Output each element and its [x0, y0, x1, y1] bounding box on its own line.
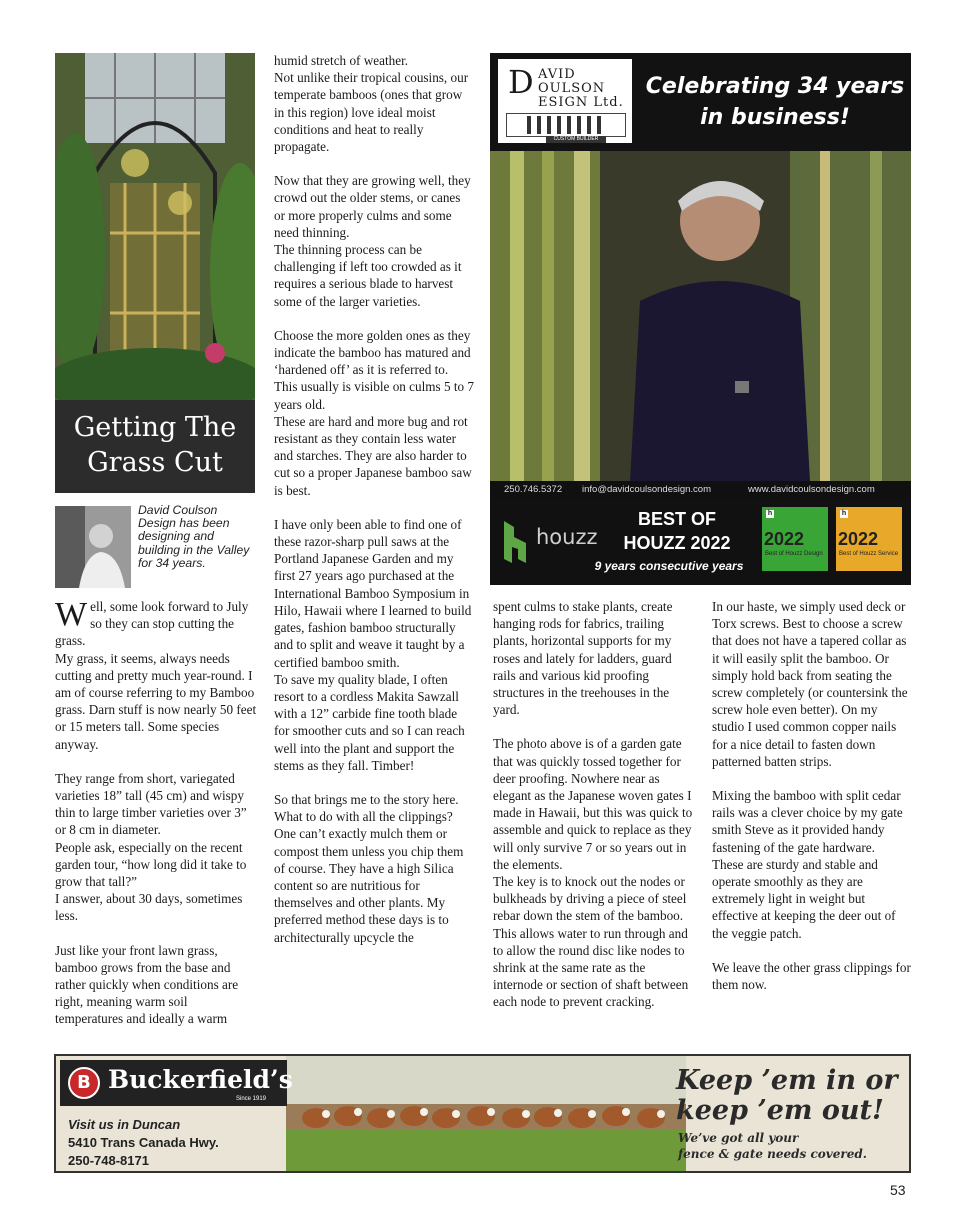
paragraph: Choose the more golden ones as they indicate the bamboo has matured and ‘hardened off’ as it is referred to. — [274, 327, 471, 378]
paragraph: Now that they are growing well, they crowd out the older stems, or canes or more properly culms and some need thinning. — [274, 173, 471, 240]
paragraph: These are hard and more bug and rot resistant as they contain less water and starches. They are also harder to cut so a proper Japanese bamboo saw is best. — [274, 413, 472, 498]
contact-bar — [490, 481, 911, 499]
paragraph: So that brings me to the story here. What to do with all the clippings? — [274, 791, 459, 825]
ad-header — [490, 53, 911, 151]
article-column-2 — [274, 52, 474, 963]
paragraph: To save my quality blade, I often resort to a cordless Makita Sawzall with a 12” carbide fine tooth blade for smoother cuts and so I can reach well into the plant and support the stems as they fall. Timber! — [274, 671, 465, 773]
paragraph: These are sturdy and stable and operate smoothly as they are extremely light in weight but effective at keeping the deer out of the veggie patch. — [712, 856, 896, 941]
paragraph: The photo above is of a garden gate that was quickly tossed together for deer proofing. Nowhere near as elegant as the Japanese woven gates I made in Hawaii, but this was quick to assemble and quick to replace as they will only survive 7 or so years out in the elements. — [493, 736, 693, 872]
paragraph: I have only been able to find one of these razor-sharp pull saws at the Portland Japanese Garden and my first 27 years ago purchased at the International Bamboo Symposium in Hilo, Hawaii where I learned to build gates, fashion bamboo structurally and to split and weave it taught by a certified bamboo smith. — [274, 516, 472, 670]
houzz-award-bar — [490, 499, 911, 585]
houzz-service-badge: h 2022 Best of Houzz Service — [836, 507, 902, 571]
paragraph: One can’t exactly mulch them or compost them unless you chip them of course. They have a high Silica content so are nutritious for themselves and other plants. My preferred method these days is to architecturally upcycle the — [274, 826, 464, 945]
paragraph: Mixing the bamboo with split cedar rails was a clever choice by my gate smith Steve as it provided handy fastening of the gate hardware. — [712, 788, 903, 855]
page-number: 53 — [890, 1182, 906, 1198]
paragraph: I answer, about 30 days, sometimes less. — [55, 891, 243, 924]
buckerfields-logo: B Buckerfield’s Since 1919 — [60, 1060, 287, 1106]
paragraph: The key is to knock out the nodes or bulkheads by driving a piece of steel rebar down the stem of the bamboo. This allows water to run through and to allow the round disc like nodes to shrink at the same rate as the internode or section of shaft between each node to prevent cracking. — [493, 874, 689, 1010]
paragraph: People ask, especially on the recent garden tour, “how long did it take to grow that tall?” — [55, 839, 247, 890]
author-caption: David Coulson Design has been designing and building in the Valley for 34 years. — [138, 503, 250, 570]
builder-portrait-photo — [490, 151, 911, 481]
paragraph: Not unlike their tropical cousins, our temperate bamboos (ones that grow in this region) love ideal moist conditions and heat to really propagate. — [274, 70, 469, 155]
title-line-2: Grass Cut — [87, 447, 223, 478]
ad-email: info@davidcoulsondesign.com — [582, 484, 711, 495]
article-title — [55, 400, 255, 493]
garden-gate-photo — [55, 53, 255, 403]
david-coulson-design-ad — [490, 53, 911, 585]
logo-graphic — [506, 113, 626, 137]
paragraph: The thinning process can be challenging if left too crowded as it requires a serious blade to harvest some of the larger varieties. — [274, 242, 462, 309]
buckerfields-ad — [54, 1054, 911, 1173]
drop-cap: W — [55, 596, 88, 633]
ad-slogan: Keep ’em in or keep ’em out! — [676, 1065, 898, 1126]
ad-phone: 250.746.5372 — [504, 484, 563, 495]
paragraph: We leave the other grass clippings for them now. — [712, 959, 911, 993]
article-column-3 — [493, 598, 695, 1028]
paragraph: humid stretch of weather. — [274, 53, 409, 68]
article-column-4 — [712, 598, 912, 1010]
buckerfields-b-icon: B — [68, 1067, 100, 1099]
article-column-1 — [55, 598, 257, 1045]
consecutive-years: 9 years consecutive years — [594, 559, 744, 573]
paragraph: My grass, it seems, always needs cutting and pretty much year-round. I am of course referring to my Bamboo grass. Darn stuff is now nearly 50 feet or 15 meters tall. Some species anyway. — [55, 650, 257, 752]
paragraph: They range from short, variegated varieties 18” tall (45 cm) and wispy thin to large timber varieties over 3” or 8 cm in diameter. — [55, 770, 247, 838]
company-logo: D AVID OULSON ESIGN Ltd. CUSTOM BUILDER — [498, 59, 632, 143]
author-photo — [55, 506, 131, 588]
paragraph: In our haste, we simply used deck or Torx screws. Best to choose a screw that does not have a tapered collar as it will easily split the bamboo. Or simply hold back from seating the screw completely (or countersink the screw hole even better). On my studio I used common copper nails for a nice detail to fasten down patterned batten strips. — [712, 599, 908, 769]
houzz-design-badge: h 2022 Best of Houzz Design — [762, 507, 828, 571]
ad-subslogan: We’ve got all your fence & gate needs covered. — [678, 1131, 867, 1161]
title-line-1: Getting The — [73, 412, 237, 443]
ad-website: www.davidcoulsondesign.com — [748, 484, 875, 495]
ad-headline: Celebrating 34 years in business! — [645, 74, 905, 130]
paragraph: spent culms to stake plants, create hanging rods for fabrics, trailing plants, horizontal supports for my roses and lately for ladders, guard rails and various kid proofing structures in the treehouses in the yard. — [493, 599, 673, 718]
paragraph: Just like your front lawn grass, bamboo grows from the base and rather quickly when conditions are right, meaning warm soil temperatures and ideally a warm — [55, 942, 239, 1027]
paragraph: This usually is visible on culms 5 to 7 years old. — [274, 379, 475, 412]
cattle-field-photo — [286, 1056, 686, 1171]
best-of-houzz: BEST OF HOUZZ 2022 — [623, 509, 731, 553]
store-info: Visit us in Duncan 5410 Trans Canada Hwy. 250-748-8171 — [68, 1117, 219, 1168]
houzz-wordmark: houzz — [536, 525, 598, 549]
paragraph: Well, some look forward to July so they can stop cutting the grass. — [55, 596, 249, 649]
